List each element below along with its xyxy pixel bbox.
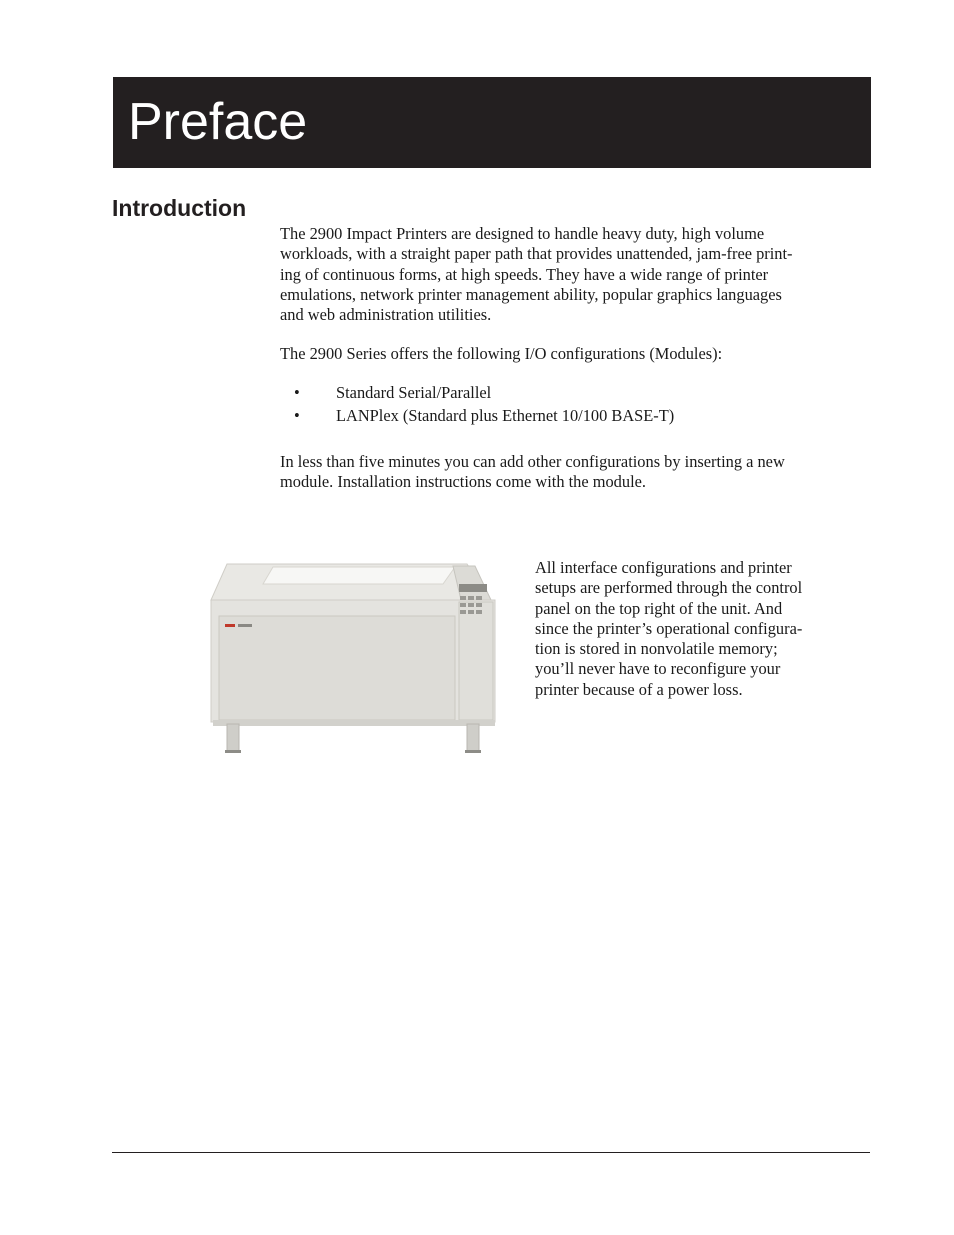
footer-divider [112, 1152, 870, 1153]
intro-line: and web administration utilities. [280, 305, 492, 325]
module-line: module. Installation instructions come with the module. [280, 472, 646, 492]
printer-brand-icon [238, 624, 252, 627]
module-paragraph [280, 452, 865, 493]
module-line: In less than five minutes you can add other configurations by inserting a new [280, 452, 785, 471]
section-heading: Introduction [112, 195, 247, 221]
printer-front [219, 616, 455, 720]
printer-leg-left [227, 724, 239, 752]
printer-image [205, 558, 500, 758]
list-item [280, 404, 865, 427]
side-line: panel on the top right of the unit. And [535, 598, 783, 618]
io-config-paragraph: The 2900 Series offers the following I/O configurations (Modules): [280, 344, 723, 363]
io-config-list [280, 381, 865, 427]
intro-line: emulations, network printer management ability, popular graphics languages [280, 284, 782, 304]
printer-logo-icon [225, 624, 235, 627]
printer-window [263, 567, 455, 584]
intro-line: ing of continuous forms, at high speeds. They have a wide range of printer [280, 264, 769, 284]
side-line: All interface configurations and printer [535, 558, 792, 577]
chapter-title: Preface [128, 93, 308, 151]
keypad-display [459, 584, 487, 592]
bullet-icon: • [294, 383, 300, 402]
list-item-label: LANPlex (Standard plus Ethernet 10/100 BASE-T) [336, 406, 675, 425]
control-panel-paragraph [535, 558, 855, 700]
side-line: setups are performed through the control [535, 578, 803, 598]
printer-illustration [205, 558, 500, 758]
leg-foot-right [465, 750, 481, 753]
side-line: tion is stored in nonvolatile memory; [535, 639, 778, 659]
keypad-icon [460, 596, 482, 614]
bullet-icon: • [294, 406, 300, 425]
leg-foot-left [225, 750, 241, 753]
intro-line: workloads, with a straight paper path that provides unattended, jam-free print- [280, 244, 793, 264]
intro-line: The 2900 Impact Printers are designed to handle heavy duty, high volume [280, 224, 765, 243]
list-item [280, 381, 865, 404]
side-line: you’ll never have to reconfigure your [535, 659, 781, 679]
printer-side [459, 602, 493, 720]
side-line: printer because of a power loss. [535, 679, 743, 699]
chapter-banner [113, 77, 871, 168]
printer-base [213, 720, 495, 726]
list-item-label: Standard Serial/Parallel [336, 383, 492, 402]
printer-leg-right [467, 724, 479, 752]
side-line: since the printer’s operational configura- [535, 618, 803, 638]
intro-paragraph [280, 224, 865, 325]
